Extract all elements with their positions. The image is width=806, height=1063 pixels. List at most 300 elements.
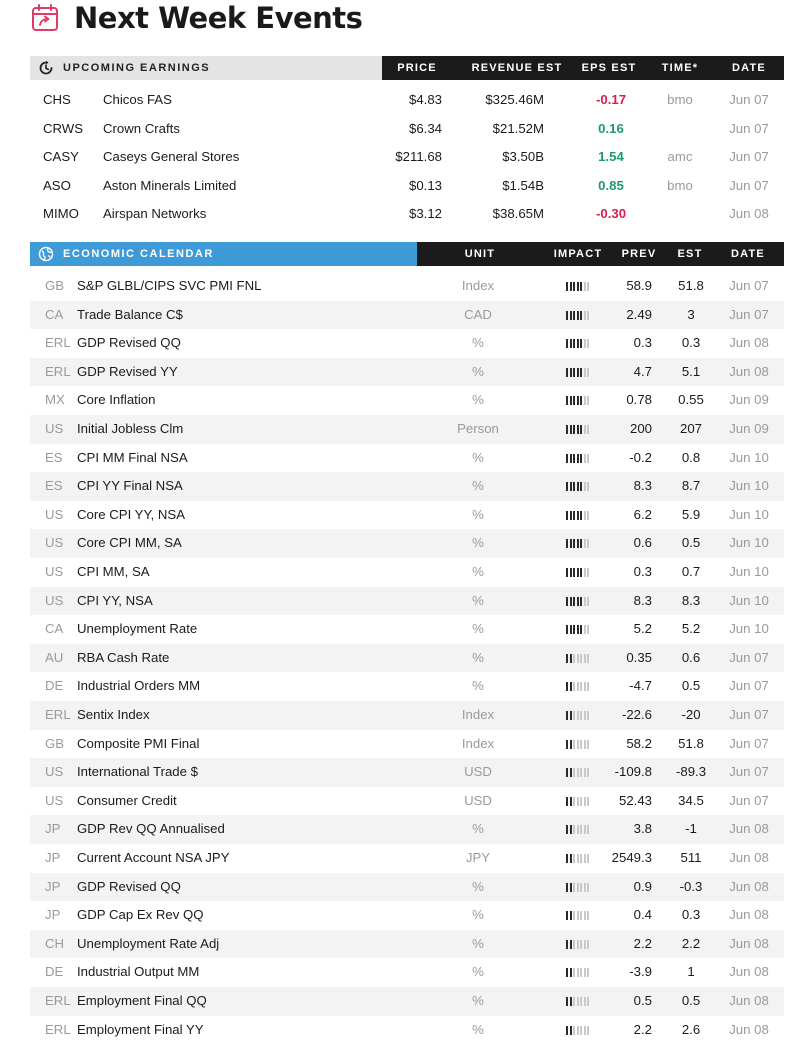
company-name: Caseys General Stores	[103, 149, 240, 165]
country-code: ES	[45, 478, 63, 494]
prev-value: 0.6	[633, 535, 652, 551]
event-date: Jun 10	[729, 564, 769, 579]
impact-bar	[584, 539, 586, 548]
prev-value: 58.9	[626, 278, 652, 293]
economic-row[interactable]	[30, 758, 784, 787]
prev-value: 4.7	[633, 363, 652, 379]
ticker: MIMO	[43, 206, 79, 222]
economic-header-label: ECONOMIC CALENDAR	[63, 248, 214, 260]
company-name: Crown Crafts	[103, 120, 180, 136]
unit: Person	[457, 421, 499, 436]
impact-bar	[587, 854, 589, 863]
impact-bar	[570, 711, 572, 720]
impact-bar	[587, 768, 589, 777]
impact-bar	[587, 997, 589, 1006]
impact-bar	[584, 797, 586, 806]
event-name: GDP Rev QQ Annualised	[77, 821, 225, 837]
ticker: ASO	[43, 177, 71, 193]
event-date: Jun 07	[729, 306, 769, 322]
event-date: Jun 10	[729, 621, 769, 637]
unit: Index	[461, 735, 495, 751]
impact-bar	[577, 396, 579, 405]
impact-bar	[580, 940, 582, 949]
impact-bar	[566, 597, 568, 606]
impact-bar	[584, 454, 586, 463]
company-name: Airspan Networks	[103, 206, 207, 222]
unit: %	[472, 564, 484, 579]
impact-bar	[570, 396, 572, 405]
impact-bar	[573, 539, 575, 548]
country-code: US	[45, 506, 64, 522]
earnings-header	[30, 56, 784, 80]
impact-bar	[580, 654, 582, 663]
impact-bar	[577, 311, 579, 320]
impact-bar	[577, 711, 579, 720]
impact-bar	[587, 1026, 589, 1035]
eps-est: 1.54	[598, 149, 624, 165]
event-date: Jun 07	[729, 649, 769, 665]
impact-bar	[573, 511, 575, 520]
est-value: 8.3	[681, 592, 701, 608]
prev-value: 200	[629, 421, 652, 436]
economic-row[interactable]	[30, 644, 784, 673]
impact-bar	[584, 940, 586, 949]
impact-meter	[566, 768, 589, 778]
country-code: CH	[45, 935, 65, 951]
impact-bar	[573, 597, 575, 606]
unit: %	[472, 678, 484, 694]
impact-bar	[580, 797, 582, 806]
country-code: ERL	[45, 1021, 71, 1037]
impact-meter	[566, 568, 589, 578]
revenue-est: $38.65M	[492, 206, 544, 222]
impact-bar	[587, 425, 589, 434]
report-date: Jun 08	[729, 206, 769, 222]
est-value: 0.5	[681, 678, 701, 694]
ticker: CASY	[43, 149, 79, 165]
impact-bar	[566, 568, 568, 577]
impact-bar	[566, 511, 568, 520]
impact-bar	[577, 768, 579, 777]
est-value: 0.8	[681, 449, 701, 465]
impact-bar	[573, 825, 575, 834]
event-date: Jun 07	[729, 735, 769, 751]
earnings-row[interactable]	[30, 115, 784, 144]
prev-value: 0.9	[633, 878, 652, 894]
event-date: Jun 08	[729, 1021, 769, 1037]
prev-value: 0.35	[626, 649, 652, 665]
impact-bar	[580, 968, 582, 977]
impact-bar	[580, 425, 582, 434]
impact-bar	[580, 883, 582, 892]
impact-bar	[584, 711, 586, 720]
impact-bar	[584, 654, 586, 663]
event-name: Employment Final YY	[77, 1021, 204, 1037]
country-code: JP	[45, 907, 61, 923]
impact-bar	[584, 1026, 586, 1035]
impact-bar	[577, 740, 579, 749]
earnings-column-headers	[382, 56, 784, 80]
est-value: 8.7	[681, 478, 701, 494]
impact-bar	[570, 768, 572, 777]
impact-meter	[566, 339, 589, 349]
country-code: CA	[45, 621, 64, 637]
impact-bar	[584, 597, 586, 606]
impact-bar	[570, 997, 572, 1006]
impact-bar	[570, 625, 572, 634]
impact-meter	[566, 597, 589, 607]
report-date: Jun 07	[729, 149, 769, 165]
impact-bar	[566, 482, 568, 491]
impact-bar	[577, 368, 579, 377]
impact-bar	[570, 797, 572, 806]
event-name: Current Account NSA JPY	[77, 850, 230, 865]
impact-bar	[580, 711, 582, 720]
earnings-row[interactable]	[30, 86, 784, 115]
impact-bar	[584, 482, 586, 491]
event-date: Jun 08	[729, 964, 769, 980]
impact-bar	[570, 654, 572, 663]
col-header-impact: IMPACT	[553, 248, 603, 260]
impact-bar	[584, 625, 586, 634]
impact-meter	[566, 511, 589, 521]
economic-row[interactable]	[30, 844, 784, 873]
impact-bar	[584, 968, 586, 977]
economic-row[interactable]	[30, 901, 784, 930]
impact-bar	[587, 940, 589, 949]
unit: USD	[464, 764, 492, 780]
est-value: 5.9	[681, 506, 701, 522]
prev-value: 2549.3	[611, 850, 652, 865]
impact-meter	[566, 311, 589, 321]
economic-row[interactable]	[30, 444, 784, 473]
eps-est: 0.85	[598, 177, 624, 193]
unit: %	[472, 449, 484, 465]
impact-bar	[584, 396, 586, 405]
economic-row[interactable]	[30, 987, 784, 1016]
event-name: Industrial Orders MM	[77, 678, 201, 694]
price: $6.34	[408, 120, 442, 136]
earnings-row[interactable]	[30, 200, 784, 229]
event-date: Jun 08	[729, 850, 769, 865]
prev-value: 5.2	[633, 621, 652, 637]
impact-meter	[566, 625, 589, 635]
economic-row[interactable]	[30, 272, 784, 301]
impact-bar	[570, 368, 572, 377]
unit: Index	[461, 278, 495, 293]
event-name: Employment Final QQ	[77, 993, 207, 1008]
calendar-arrow-icon	[30, 3, 60, 33]
impact-bar	[584, 825, 586, 834]
impact-bar	[587, 711, 589, 720]
impact-bar	[577, 797, 579, 806]
impact-meter	[566, 1026, 589, 1036]
impact-bar	[587, 282, 589, 291]
impact-bar	[570, 568, 572, 577]
unit: JPY	[465, 850, 491, 865]
unit: %	[472, 935, 484, 951]
country-code: US	[45, 792, 64, 808]
est-value: 51.8	[678, 278, 704, 293]
unit: %	[472, 821, 484, 837]
impact-bar	[570, 511, 572, 520]
prev-value: 0.4	[633, 907, 652, 923]
economic-row[interactable]	[30, 501, 784, 530]
impact-bar	[573, 339, 575, 348]
earnings-row[interactable]	[30, 172, 784, 201]
economic-row[interactable]	[30, 329, 784, 358]
company-name: Aston Minerals Limited	[103, 177, 237, 193]
impact-bar	[587, 625, 589, 634]
event-date: Jun 09	[729, 392, 769, 408]
prev-value: -22.6	[621, 707, 652, 722]
impact-bar	[587, 968, 589, 977]
impact-bar	[566, 339, 568, 348]
impact-bar	[580, 311, 582, 320]
impact-bar	[587, 597, 589, 606]
country-code: US	[45, 564, 64, 579]
earnings-row[interactable]	[30, 143, 784, 172]
prev-value: 0.78	[626, 392, 652, 408]
event-date: Jun 08	[729, 935, 769, 951]
unit: %	[472, 621, 484, 637]
prev-value: 8.3	[633, 592, 652, 608]
col-header-time: TIME*	[661, 62, 699, 74]
prev-value: 6.2	[633, 506, 652, 522]
impact-bar	[573, 425, 575, 434]
impact-bar	[573, 311, 575, 320]
prev-value: -0.2	[629, 449, 652, 465]
economic-row[interactable]	[30, 1016, 784, 1045]
impact-bar	[577, 682, 579, 691]
unit: %	[472, 649, 484, 665]
country-code: CA	[45, 306, 64, 322]
event-date: Jun 10	[729, 449, 769, 465]
impact-bar	[570, 682, 572, 691]
country-code: GB	[45, 278, 65, 293]
impact-bar	[587, 911, 589, 920]
event-date: Jun 10	[729, 535, 769, 551]
report-time: bmo	[667, 92, 693, 107]
country-code: ES	[45, 449, 63, 465]
unit: %	[472, 1021, 484, 1037]
impact-bar	[566, 768, 568, 777]
impact-bar	[566, 940, 568, 949]
col-header-date: DATE	[731, 248, 765, 260]
impact-meter	[566, 825, 589, 835]
impact-bar	[577, 282, 579, 291]
economic-row[interactable]	[30, 529, 784, 558]
event-date: Jun 07	[729, 764, 769, 780]
economic-row[interactable]	[30, 730, 784, 759]
economic-row[interactable]	[30, 587, 784, 616]
est-value: 5.2	[681, 621, 701, 637]
event-date: Jun 09	[729, 421, 769, 436]
col-header-revenue-est: REVENUE EST	[471, 62, 563, 74]
impact-bar	[573, 711, 575, 720]
unit: %	[472, 878, 484, 894]
impact-bar	[566, 368, 568, 377]
event-date: Jun 08	[729, 907, 769, 923]
impact-bar	[566, 282, 568, 291]
country-code: ERL	[45, 993, 71, 1008]
impact-bar	[566, 625, 568, 634]
ticker: CRWS	[43, 120, 84, 136]
impact-bar	[580, 911, 582, 920]
impact-bar	[587, 797, 589, 806]
economic-row[interactable]	[30, 873, 784, 902]
event-name: Consumer Credit	[77, 792, 177, 808]
revenue-est: $325.46M	[485, 92, 544, 107]
earnings-header-label-area	[30, 56, 382, 80]
impact-bar	[577, 511, 579, 520]
col-header-unit: UNIT	[464, 248, 496, 260]
impact-bar	[566, 654, 568, 663]
impact-bar	[587, 825, 589, 834]
est-value: 5.1	[681, 363, 701, 379]
impact-bar	[566, 968, 568, 977]
impact-bar	[570, 1026, 572, 1035]
impact-bar	[566, 854, 568, 863]
economic-row[interactable]	[30, 386, 784, 415]
impact-bar	[570, 339, 572, 348]
impact-bar	[566, 682, 568, 691]
impact-bar	[584, 311, 586, 320]
impact-bar	[580, 768, 582, 777]
event-name: RBA Cash Rate	[77, 649, 170, 665]
impact-meter	[566, 740, 589, 750]
impact-meter	[566, 711, 589, 721]
unit: %	[472, 392, 484, 408]
impact-bar	[587, 454, 589, 463]
impact-bar	[580, 1026, 582, 1035]
impact-bar	[573, 454, 575, 463]
impact-bar	[577, 997, 579, 1006]
event-name: Unemployment Rate	[77, 621, 198, 637]
impact-bar	[577, 854, 579, 863]
country-code: US	[45, 535, 64, 551]
impact-bar	[587, 568, 589, 577]
impact-meter	[566, 425, 589, 435]
event-date: Jun 08	[729, 335, 769, 351]
impact-bar	[577, 597, 579, 606]
economic-row[interactable]	[30, 787, 784, 816]
impact-bar	[577, 454, 579, 463]
impact-bar	[573, 396, 575, 405]
impact-bar	[573, 654, 575, 663]
economic-row[interactable]	[30, 301, 784, 330]
country-code: ERL	[45, 707, 71, 722]
prev-value: 52.43	[618, 792, 652, 808]
economic-row[interactable]	[30, 672, 784, 701]
impact-bar	[580, 854, 582, 863]
impact-bar	[573, 911, 575, 920]
country-code: ERL	[45, 335, 71, 351]
impact-bar	[580, 282, 582, 291]
eps-est: -0.17	[595, 92, 627, 107]
est-value: -1	[685, 821, 697, 837]
col-header-price: PRICE	[397, 62, 437, 74]
est-value: 0.6	[681, 649, 701, 665]
impact-bar	[584, 997, 586, 1006]
country-code: US	[45, 764, 64, 780]
event-name: GDP Cap Ex Rev QQ	[77, 907, 204, 923]
unit: USD	[464, 792, 492, 808]
prev-value: 3.8	[633, 821, 652, 837]
impact-bar	[566, 911, 568, 920]
impact-meter	[566, 654, 589, 664]
event-date: Jun 08	[729, 878, 769, 894]
company-name: Chicos FAS	[103, 92, 172, 107]
prev-value: 0.3	[633, 335, 652, 351]
impact-meter	[566, 911, 589, 921]
event-name: Trade Balance C$	[77, 306, 183, 322]
impact-bar	[573, 968, 575, 977]
impact-bar	[570, 968, 572, 977]
event-name: GDP Revised YY	[77, 363, 178, 379]
prev-value: 2.49	[626, 306, 652, 322]
event-name: Initial Jobless Clm	[77, 421, 184, 436]
unit: %	[472, 993, 484, 1008]
impact-bar	[570, 539, 572, 548]
impact-bar	[573, 568, 575, 577]
impact-bar	[570, 825, 572, 834]
economic-row[interactable]	[30, 815, 784, 844]
impact-bar	[566, 1026, 568, 1035]
event-name: International Trade $	[77, 764, 198, 780]
revenue-est: $3.50B	[502, 149, 544, 165]
prev-value: 0.5	[633, 993, 652, 1008]
est-value: -89.3	[675, 764, 707, 780]
impact-bar	[584, 682, 586, 691]
event-name: Core CPI YY, NSA	[77, 506, 185, 522]
event-date: Jun 08	[729, 821, 769, 837]
impact-bar	[577, 339, 579, 348]
impact-bar	[577, 654, 579, 663]
economic-row[interactable]	[30, 701, 784, 730]
economic-row[interactable]	[30, 358, 784, 387]
economic-row[interactable]	[30, 558, 784, 587]
economic-row[interactable]	[30, 958, 784, 987]
impact-bar	[577, 1026, 579, 1035]
impact-bar	[566, 883, 568, 892]
eps-est: -0.30	[595, 206, 627, 222]
impact-bar	[584, 568, 586, 577]
unit: Index	[461, 707, 495, 722]
est-value: 0.7	[681, 564, 701, 579]
economic-row[interactable]	[30, 930, 784, 959]
impact-bar	[580, 454, 582, 463]
impact-bar	[566, 711, 568, 720]
economic-row[interactable]	[30, 415, 784, 444]
earnings-header-label: UPCOMING EARNINGS	[63, 62, 211, 74]
prev-value: -4.7	[629, 678, 652, 694]
economic-row[interactable]	[30, 472, 784, 501]
impact-bar	[584, 768, 586, 777]
clock-refresh-icon	[38, 60, 54, 76]
impact-bar	[580, 339, 582, 348]
economic-row[interactable]	[30, 615, 784, 644]
event-date: Jun 07	[729, 278, 769, 293]
est-value: 3	[687, 306, 695, 322]
price: $4.83	[408, 92, 442, 107]
impact-meter	[566, 797, 589, 807]
impact-bar	[566, 425, 568, 434]
title-bar	[30, 0, 362, 36]
impact-bar	[584, 911, 586, 920]
impact-bar	[577, 625, 579, 634]
unit: %	[472, 964, 484, 980]
